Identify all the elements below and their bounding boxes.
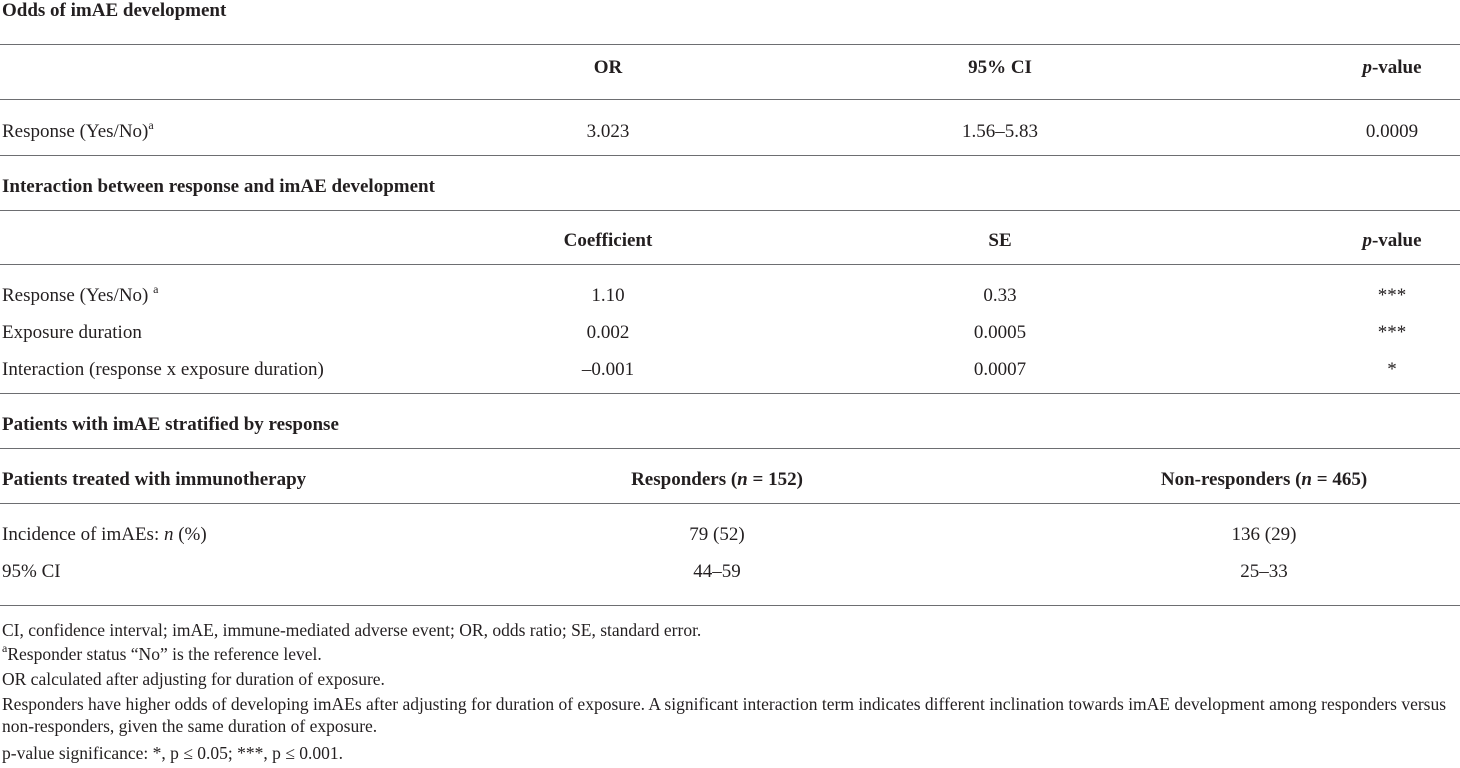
footnote-responders: Responders have higher odds of developing imAEs after adjusting for duration of exposure. A significant interaction term indicates different inclination towards imAE development among responders versus non-responders, given the same duration of exposure.	[2, 694, 1447, 736]
table-row-label: Interaction (response x exposure duration)	[2, 359, 324, 380]
section3-heading: Patients with imAE stratified by response	[2, 414, 339, 435]
section1-header-or: OR	[593, 57, 623, 78]
divider	[0, 210, 1460, 211]
table-row-se: 0.0007	[973, 359, 1027, 380]
section3-header-patients: Patients treated with immunotherapy	[2, 469, 307, 490]
table-row-coefficient: 0.002	[586, 322, 630, 343]
section1-row-or: 3.023	[586, 121, 630, 142]
section2-header-coefficient: Coefficient	[563, 230, 653, 251]
section2-header-pvalue: p-value	[1362, 230, 1422, 251]
section1-heading: Odds of imAE development	[2, 0, 227, 21]
table-row-se: 0.0005	[973, 322, 1027, 343]
table-row-label: Exposure duration	[2, 322, 142, 343]
section1-row-ci: 1.56–5.83	[962, 121, 1038, 142]
table-row-nonresponders: 136 (29)	[1231, 524, 1297, 545]
table-row-nonresponders: 25–33	[1240, 561, 1288, 582]
table-row-pvalue: ***	[1377, 285, 1407, 306]
section1-header-pvalue: p-value	[1362, 57, 1422, 78]
footnote-abbreviations: CI, confidence interval; imAE, immune-mediated adverse event; OR, odds ratio; SE, standard error.	[2, 620, 702, 640]
table-row-label: Incidence of imAEs: n (%)	[2, 524, 207, 545]
section1-header-ci: 95% CI	[968, 57, 1032, 78]
divider	[0, 264, 1460, 265]
divider	[0, 448, 1460, 449]
table-row-label: 95% CI	[2, 561, 61, 582]
section2-heading: Interaction between response and imAE development	[2, 176, 435, 197]
section1-row-pvalue: 0.0009	[1365, 121, 1419, 142]
section3-header-nonresponders: Non-responders (n = 465)	[1160, 469, 1368, 490]
table-row-responders: 44–59	[693, 561, 741, 582]
table-row-coefficient: –0.001	[581, 359, 635, 380]
divider	[0, 155, 1460, 156]
footnote-pvalue: p-value significance: *, p ≤ 0.05; ***, p ≤ 0.001.	[2, 743, 343, 763]
footnote-a: $^a$Responder status “No” is the reference level.	[2, 641, 322, 664]
section1-row-label: Response $(Yes/No)^a$	[2, 117, 154, 142]
divider	[0, 44, 1460, 45]
table-row-se: 0.33	[983, 285, 1017, 306]
table-row-label: Response (Yes/No) $^a$	[2, 281, 159, 306]
section2-header-se: SE	[988, 230, 1012, 251]
section3-header-responders: Responders (n = 152)	[631, 469, 803, 490]
divider	[0, 393, 1460, 394]
table-row-pvalue: ***	[1377, 322, 1407, 343]
footnote-or: OR calculated after adjusting for duration of exposure.	[2, 669, 385, 689]
divider	[0, 99, 1460, 100]
divider	[0, 503, 1460, 504]
table-row-coefficient: 1.10	[591, 285, 625, 306]
table-row-responders: 79 (52)	[689, 524, 745, 545]
table-row-pvalue: *	[1387, 359, 1397, 380]
divider	[0, 605, 1460, 606]
